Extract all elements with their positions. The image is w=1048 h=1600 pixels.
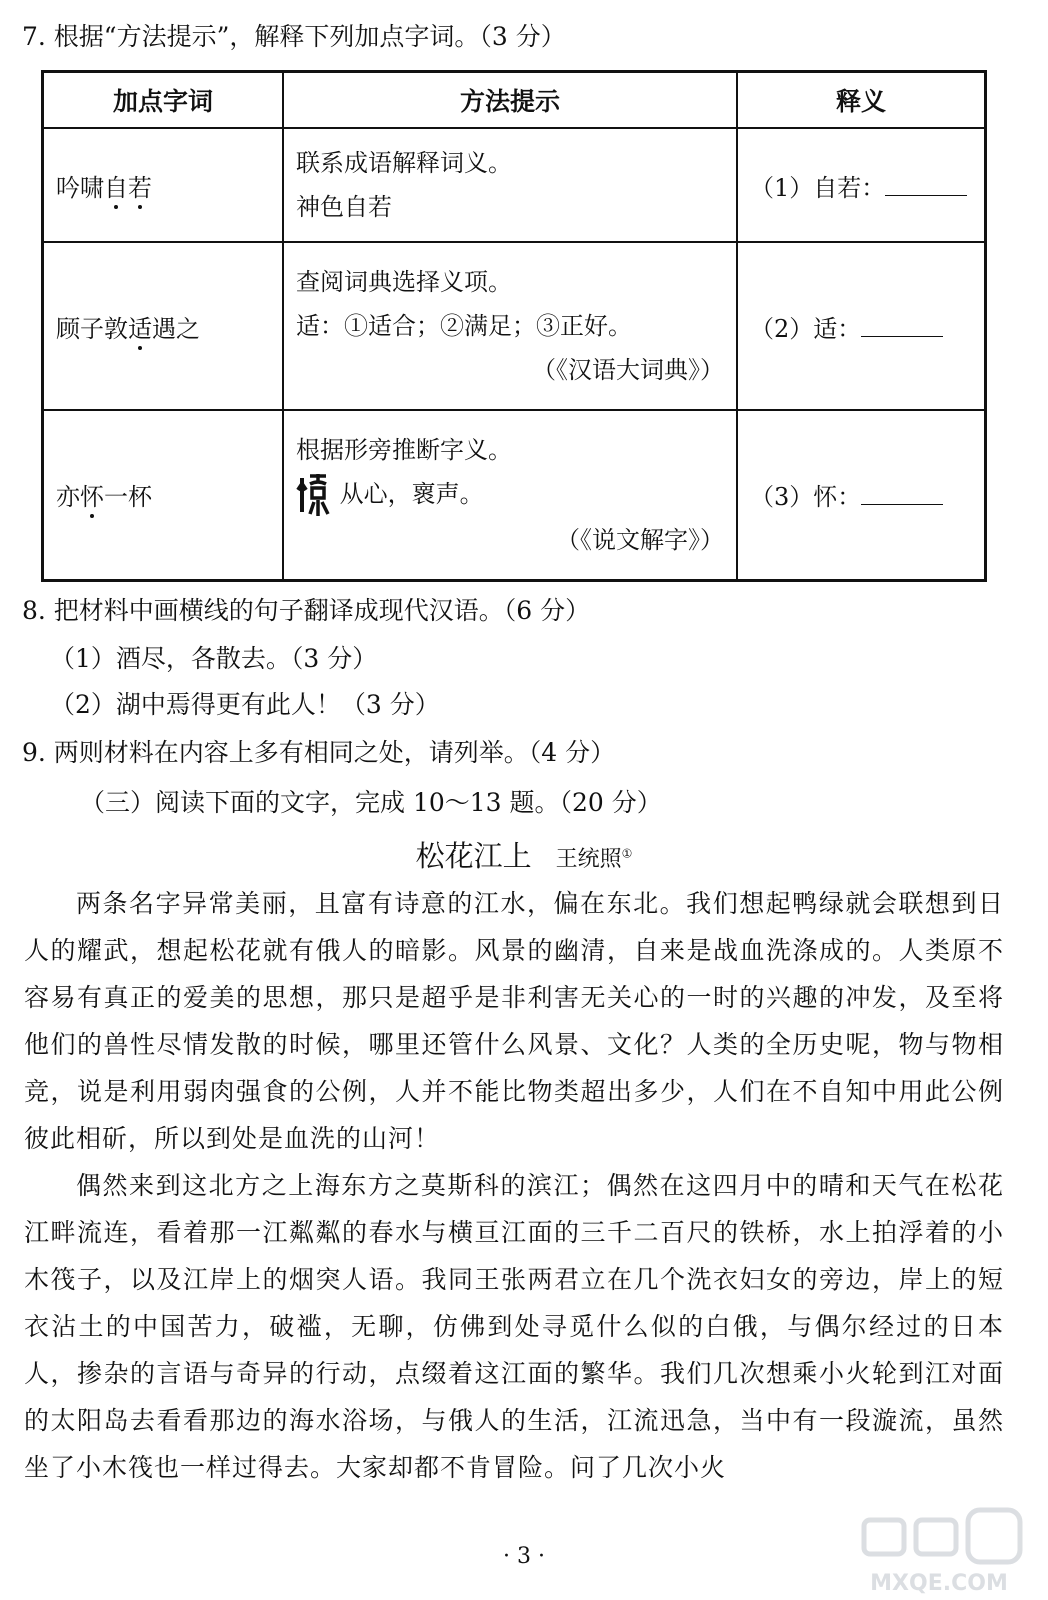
article-paragraph-2: 偶然来到这北方之上海东方之莫斯科的滨江；偶然在这四月中的晴和天气在松花江畔流连，看着那一江粼粼的春水与横亘江面的三千二百尺的铁桥，水上拍浮着的小木筏子，以及江岸上的烟突人语。我同王张两君立在几个洗衣妇女的旁边，岸上的短衣沾土的中国苦力，破褴，无聊，仿佛到处寻觅什么似的白俄，与偶尔经过的日本人，掺杂的言语与奇异的行动，点缀着这江面的繁华。我们几次想乘小火轮到江对面的太阳岛去看看那边的海水浴场，与俄人的生活，江流迅急，当中有一段漩流，虽然坐了小木筏也一样过得去。大家却都不肯冒险。问了几次小火 xyxy=(24,1171,1004,1482)
word-cell: 顾子敦适遇之 xyxy=(43,242,284,410)
table-row xyxy=(43,128,986,242)
hint-cell: 根据形旁推断字义。 从心，褱声。 （《说文解字》） xyxy=(283,410,737,580)
question-9: 9. 两则材料在内容上多有相同之处，请列举。（4 分） xyxy=(22,738,616,767)
section-3-heading: （三）阅读下面的文字，完成 10～13 题。（20 分） xyxy=(80,788,662,817)
word-cell: 吟啸自若 xyxy=(43,128,284,242)
article-title-line xyxy=(0,834,1048,875)
hint-cell: 联系成语解释词义。 神色自若 xyxy=(283,128,737,242)
answer-blank xyxy=(861,314,943,337)
answer-blank xyxy=(861,482,943,505)
question-8: 8. 把材料中画横线的句子翻译成现代汉语。（6 分） xyxy=(22,596,591,625)
explanation-table xyxy=(41,70,987,582)
word-cell: 亦怀一杯 xyxy=(43,410,284,580)
seal-script-huai-icon xyxy=(296,472,332,518)
answer-cell[interactable]: （3）怀： xyxy=(737,410,986,580)
question-8-item-2: （2）湖中焉得更有此人！（3 分） xyxy=(50,690,440,719)
header-hint: 方法提示 xyxy=(283,72,737,129)
question-7: 7. 根据“方法提示”，解释下列加点字词。（3 分） xyxy=(22,22,566,51)
table-row xyxy=(43,242,986,410)
header-word: 加点字词 xyxy=(43,72,284,129)
svg-text:MXQE.COM: MXQE.COM xyxy=(870,1571,1008,1596)
page-number: · 3 · xyxy=(503,1544,545,1569)
hint-cell: 查阅词典选择义项。 适：①适合；②满足；③正好。 （《汉语大词典》） xyxy=(283,242,737,410)
answer-cell[interactable]: （1）自若： xyxy=(737,128,986,242)
question-8-item-1: （1）酒尽，各散去。（3 分） xyxy=(50,644,378,673)
watermark-logo xyxy=(844,1506,1034,1598)
answer-cell[interactable]: （2）适： xyxy=(737,242,986,410)
article-title: 松花江上 xyxy=(415,839,532,873)
table-header-row xyxy=(43,72,986,129)
article-paragraph-1: 两条名字异常美丽，且富有诗意的江水，偏在东北。我们想起鸭绿就会联想到日人的耀武，想起松花就有俄人的暗影。风景的幽清，自来是战血洗涤成的。人类原不容易有真正的爱美的思想，那只是超乎是非利害无关心的一时的兴趣的冲发，及至将他们的兽性尽情发散的时候，哪里还管什么风景、文化？人类的全历史呢，物与物相竞，说是利用弱肉强食的公例，人并不能比物类超出多少，人们在不自知中用此公例彼此相斫，所以到处是血洗的山河！ xyxy=(24,889,1004,1153)
article-author: 王统照① xyxy=(555,846,633,872)
answer-blank xyxy=(885,173,967,196)
header-meaning: 释义 xyxy=(737,72,986,129)
table-row xyxy=(43,410,986,580)
